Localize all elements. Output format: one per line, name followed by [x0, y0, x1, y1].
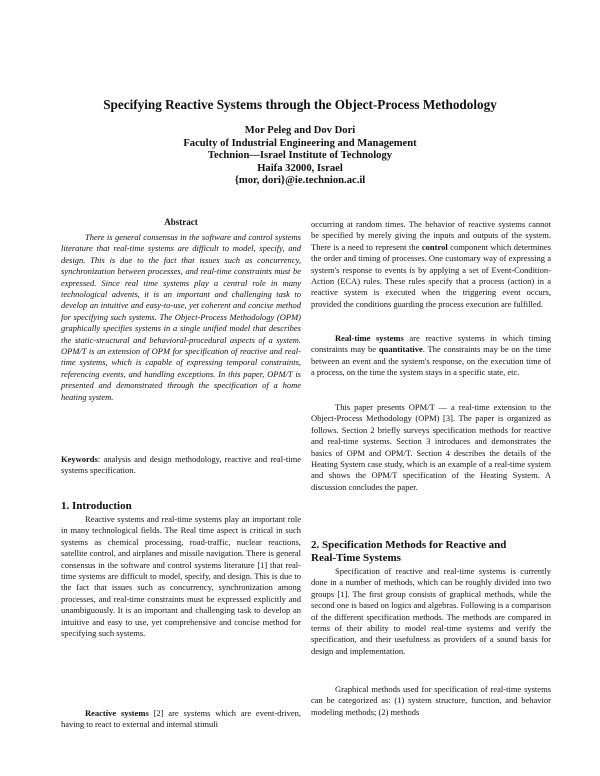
real-time-systems-term: Real-time systems	[335, 333, 404, 343]
control-term: control	[421, 241, 448, 252]
right-p1-text-b: component which determines the order and timing of processes. One customary way of expressing a system's response to events is by applying a set of Event-Condition-Action (ECA) rules. These rules specify that a process (action) in a reactive system is executed when the triggering event occurs, provided the conditions guarding the process execution are fulfilled.	[311, 241, 551, 309]
abstract-text: There is general consensus in the software and control systems literature that real-time systems are difficult to model, specify, and design. This is due to the fact that issues such as concurrency, synchronization between processes, and real-time constraints must be expressed. Since real time systems play a central role in many technological advents, it is an important and challenging task to develop an intuitive and easy-to-use, yet coherent and concise method for specifying such systems. The Object-Process Methodology (OPM) graphically specifies systems in a single unified model that describes the static-structural and behavioral-procedural aspects of a system. OPM/T is an extension of OPM for specification of reactive and real-time systems, which is capable of expressing temporal constraints, referencing events, and handling exceptions. In this paper, OPM/T is presented and demonstrated through the specification of a home heating system.	[61, 232, 301, 402]
intro-paragraph-1: Reactive systems and real-time systems play an important role in many technological fields. The Real time aspect is critical in such systems as chemical processing, road-traffic, nuclear reactions, satellite control, and airplanes and missile navigation. There is general consensus in the software and control systems literature [1] that real-time systems are difficult to model, specify, and design. This is due to the fact that issues such as concurrency, synchronization among processes, and real-time constraints must be expressed explicitly and unambiguously. It is an important and challenging task to develop an intuitive and easy to use, yet comprehensive and concise method for specifying such systems.	[61, 514, 301, 639]
section-2-heading-line-1: 2. Specification Methods for Reactive and	[311, 539, 507, 551]
section-2-heading	[311, 539, 551, 565]
author-city: Haifa 32000, Israel	[257, 162, 343, 174]
right-p2-text-b: . The constraints may be on the time between an event and the system's response, on the execution time of a process, on the time the system stays in a specific state, etc.	[311, 344, 552, 378]
right-paragraph-3: This paper presents OPM/T — a real-time extension to the Object-Process Methodology (OPM) [3]. The paper is organized as follows. Section 2 briefly surveys specification methods for reactive and real-time systems. Section 3 introduces and demonstrates the basics of OPM and OPM/T. Section 4 describes the details of the Heating System case study, which is an example of a real-time system and shows the OPM/T specification of the Heating System. A discussion concludes the paper.	[311, 402, 551, 492]
reactive-systems-term: Reactive systems	[85, 708, 149, 718]
author-faculty: Faculty of Industrial Engineering and Management	[183, 137, 417, 149]
right-p2-text-a: are reactive systems in which timing constraints may be	[311, 333, 551, 355]
section-2-heading-line-2: Real-Time Systems	[311, 552, 401, 564]
keywords-label: Keywords	[61, 454, 98, 464]
right-paragraph-1	[311, 219, 551, 310]
quantitative-term: quantitative	[378, 344, 423, 355]
author-block	[0, 125, 600, 188]
abstract-heading: Abstract	[164, 217, 198, 227]
author-names: Mor Peleg and Dov Dori	[244, 125, 356, 136]
keywords-paragraph	[61, 454, 301, 477]
keywords-text: : analysis and design methodology, reactive and real-time systems specification.	[61, 454, 301, 476]
intro-paragraph-2-text: [2] are systems which are event-driven, having to react to external and internal stimuli	[61, 708, 301, 730]
right-p1-text-a: occurring at random times. The behavior of reactive systems cannot be specified by merely giving the inputs and outputs of the system. There is a need to represent the	[311, 219, 551, 252]
intro-paragraph-2	[61, 708, 301, 731]
right-paragraph-5: Graphical methods used for specification of real-time systems can be categorized as: (1) system structure, function, and behavior modeling methods; (2) methods	[311, 684, 551, 717]
right-paragraph-2	[311, 333, 551, 379]
author-email: {mor, dori}@ie.technion.ac.il	[234, 175, 366, 187]
right-paragraph-4: Specification of reactive and real-time systems is currently done in a number of methods, which can be roughly divided into two groups [1]. The first group consists of graphical methods, while the second one is based on logics and algebras. Following is a comparison of the different specification methods. The methods are compared in terms of their ability to model real-time systems and verify the specification, and their usefulness as providers of a sound basis for design and implementation.	[311, 566, 551, 656]
paper-title: Specifying Reactive Systems through the Object-Process Methodology	[103, 97, 497, 112]
intro-heading: 1. Introduction	[61, 500, 132, 512]
author-institute: Technion—Israel Institute of Technology	[207, 150, 393, 162]
